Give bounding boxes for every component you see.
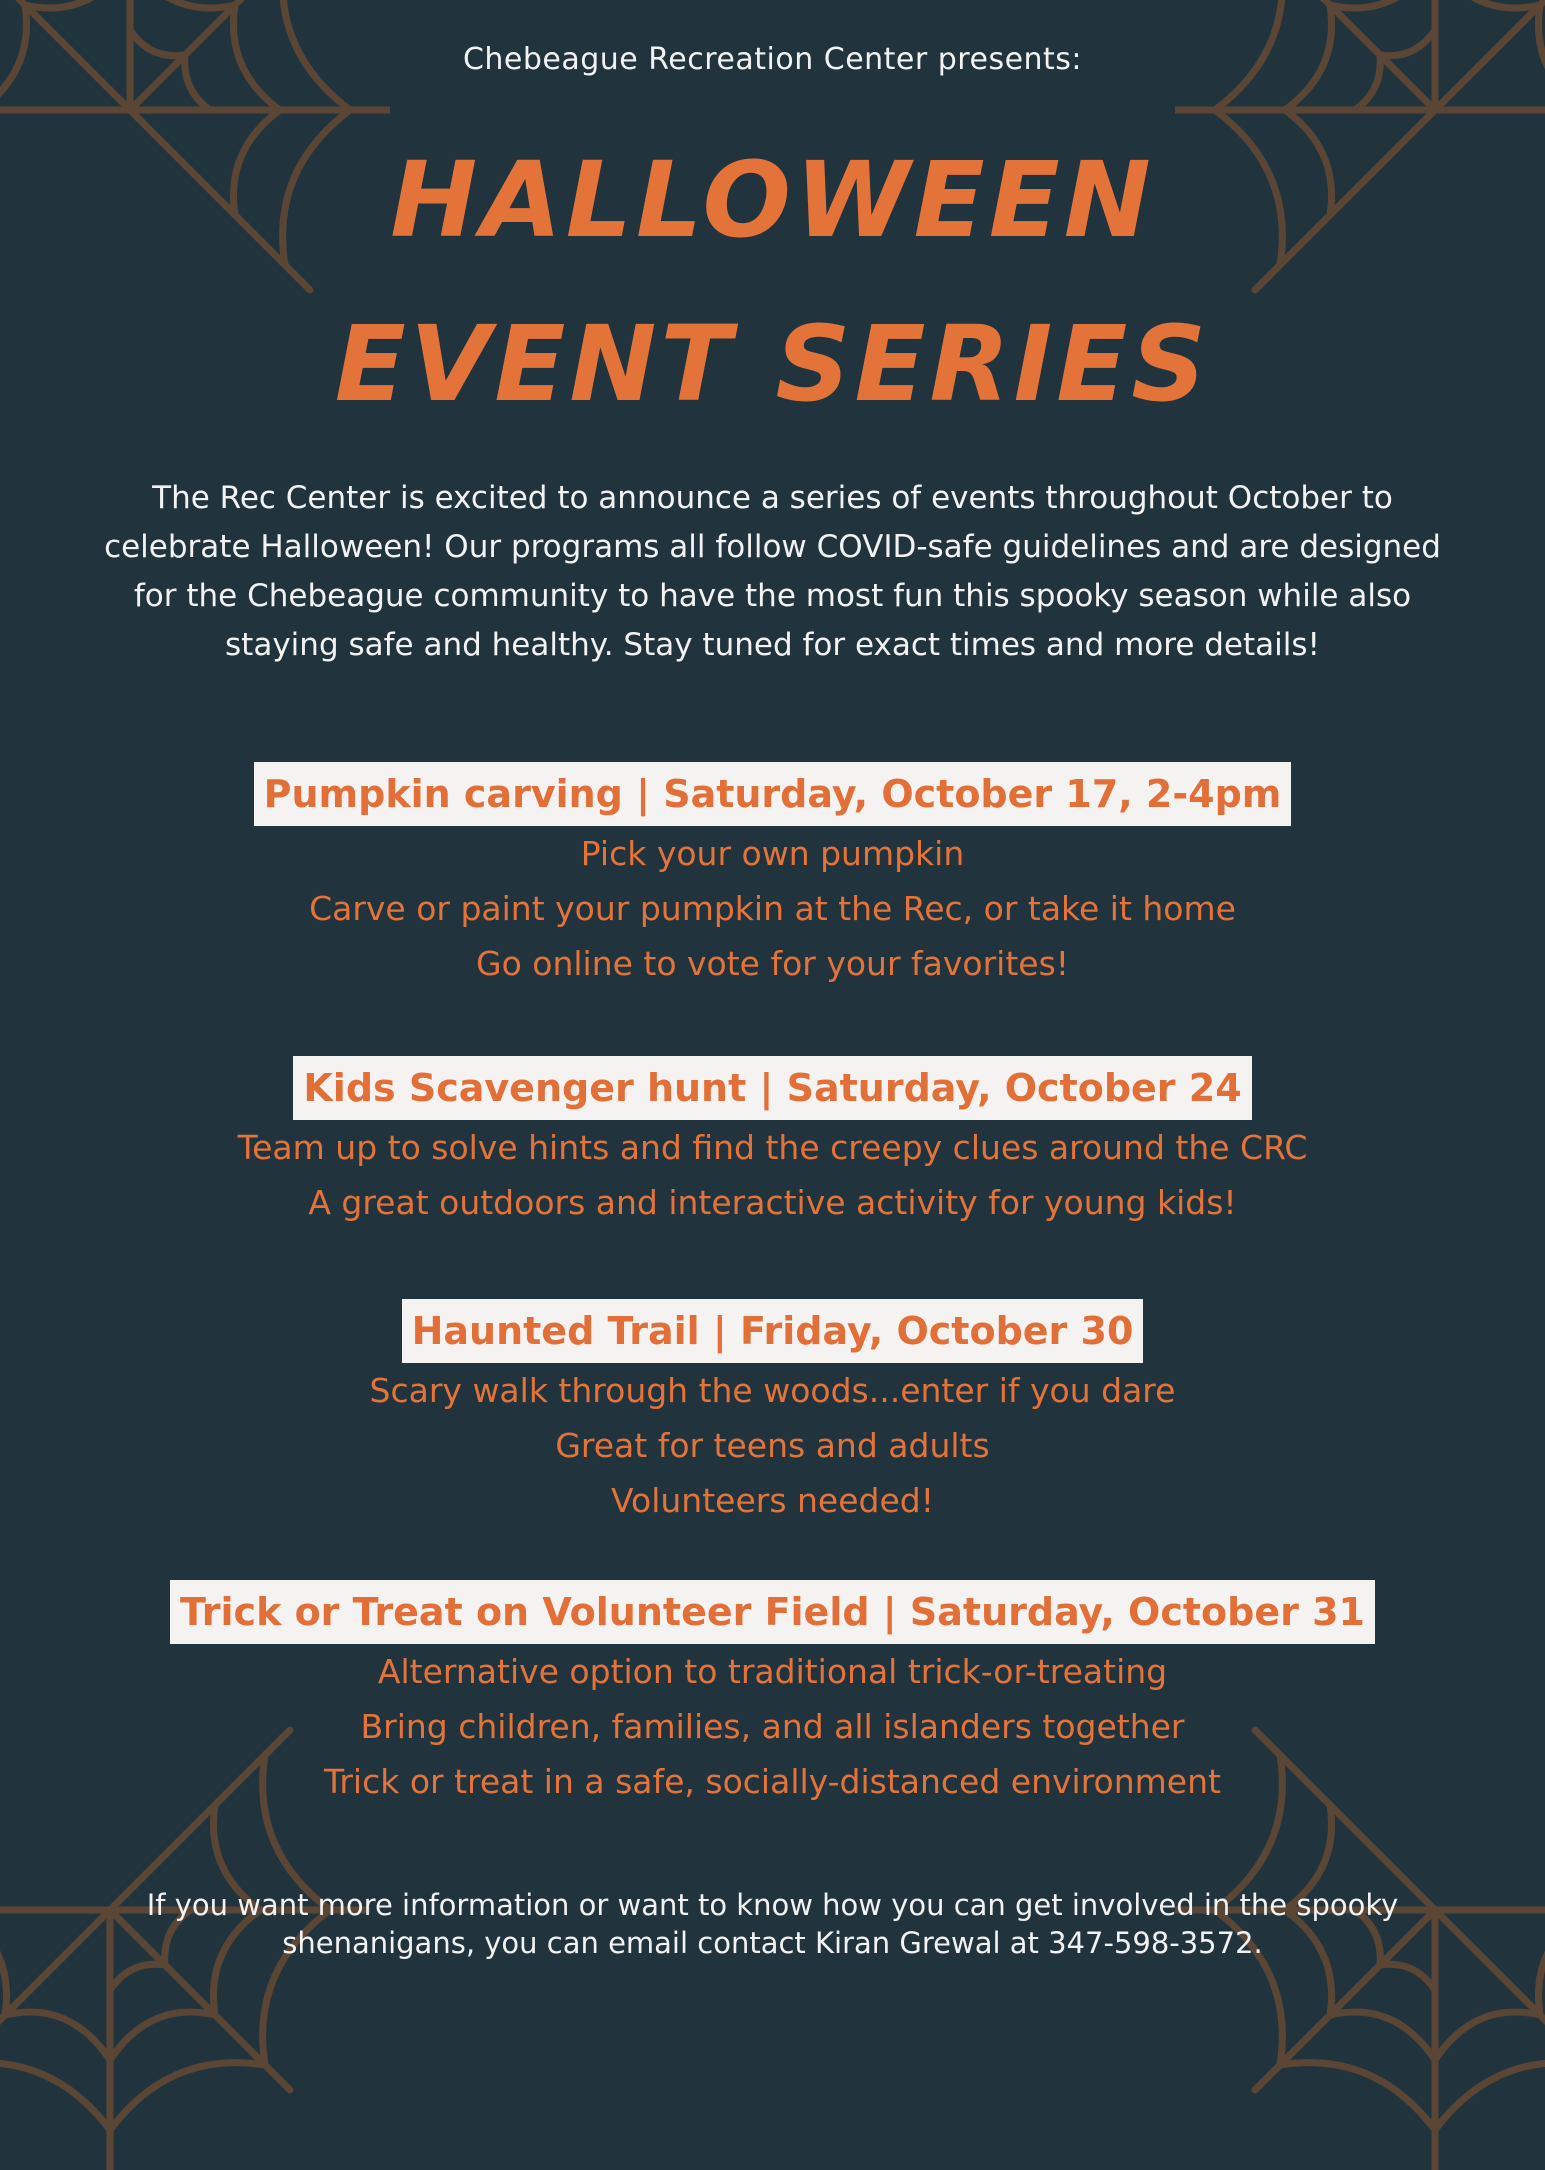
event-details xyxy=(0,826,1545,991)
event-heading: Haunted Trail | Friday, October 30 xyxy=(402,1299,1144,1363)
event-detail-line: Alternative option to traditional trick-or-treating xyxy=(377,1652,1168,1691)
event-detail-line: Pick your own pumpkin xyxy=(580,834,965,873)
intro-paragraph: The Rec Center is excited to announce a series of events throughout October to celebrate Halloween! Our programs all follow COVID-safe guidelines and are designed for the Chebeague community to have the most fun this spooky season while also staying safe and healthy. Stay tuned for exact times and more details! xyxy=(104,480,1441,663)
event-detail-line: Trick or treat in a safe, socially-distanced environment xyxy=(324,1762,1221,1801)
event-detail-line: Carve or paint your pumpkin at the Rec, or take it home xyxy=(309,889,1236,928)
event-heading: Pumpkin carving | Saturday, October 17, 2-4pm xyxy=(254,762,1292,826)
event-detail-line: A great outdoors and interactive activity for young kids! xyxy=(308,1183,1237,1222)
event-detail-line: Bring children, families, and all islanders together xyxy=(360,1707,1185,1746)
event-scavenger-hunt xyxy=(0,1056,1545,1230)
event-detail-line: Team up to solve hints and find the creepy clues around the CRC xyxy=(237,1128,1308,1167)
event-haunted-trail xyxy=(0,1299,1545,1528)
event-detail-line: Go online to vote for your favorites! xyxy=(476,944,1069,983)
event-details xyxy=(0,1363,1545,1528)
event-pumpkin-carving xyxy=(0,762,1545,991)
event-detail-line: Volunteers needed! xyxy=(611,1481,934,1520)
event-details xyxy=(0,1644,1545,1809)
footer-contact: If you want more information or want to know how you can get involved in the spooky shenanigans, you can email contact Kiran Grewal at 347-598-3572. xyxy=(146,1888,1399,1960)
event-heading: Kids Scavenger hunt | Saturday, October 24 xyxy=(293,1056,1251,1120)
event-heading: Trick or Treat on Volunteer Field | Saturday, October 31 xyxy=(170,1580,1375,1644)
event-detail-line: Scary walk through the woods...enter if you dare xyxy=(369,1371,1176,1410)
event-details xyxy=(0,1120,1545,1230)
presenter-line: Chebeague Recreation Center presents: xyxy=(462,42,1083,77)
title-line-1: HALLOWEEN xyxy=(390,139,1155,261)
title-line-2: EVENT SERIES xyxy=(334,303,1211,425)
event-detail-line: Great for teens and adults xyxy=(555,1426,990,1465)
event-trick-or-treat xyxy=(0,1580,1545,1809)
